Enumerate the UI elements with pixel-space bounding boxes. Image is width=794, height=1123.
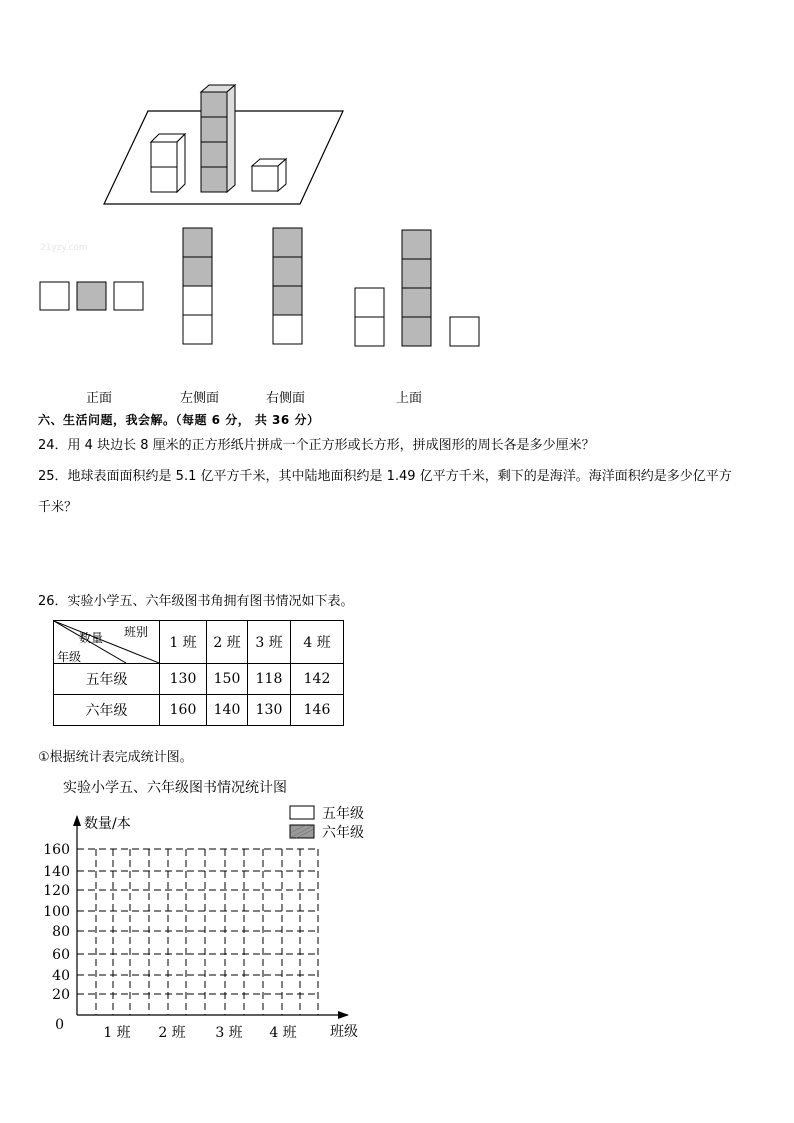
corner-label-grade: 年级 bbox=[57, 650, 82, 664]
table-cell: 130 bbox=[248, 695, 291, 726]
view-label-top: 上面 bbox=[396, 391, 423, 406]
table-cell: 160 bbox=[160, 695, 207, 726]
view-label-right: 右侧面 bbox=[266, 391, 306, 406]
cube-single-right bbox=[252, 159, 286, 191]
table-cell: 146 bbox=[291, 695, 344, 726]
cube-stack-left bbox=[151, 134, 185, 192]
chart-title: 实验小学五、六年级图书情况统计图 bbox=[63, 780, 287, 796]
column-header: 3 班 bbox=[248, 621, 291, 664]
table-row bbox=[54, 664, 344, 695]
x-tick-label: 4 班 bbox=[269, 1025, 297, 1041]
cube-stack-tall bbox=[201, 85, 235, 192]
table-cell: 140 bbox=[207, 695, 248, 726]
table-cell: 130 bbox=[160, 664, 207, 695]
table-cell: 142 bbox=[291, 664, 344, 695]
legend-label-grade5: 五年级 bbox=[322, 806, 364, 822]
x-axis-label: 班级 bbox=[330, 1024, 358, 1040]
view-right-side bbox=[273, 228, 302, 344]
table-row bbox=[54, 695, 344, 726]
question-26: 26．实验小学五、六年级图书角拥有图书情况如下表。 bbox=[38, 594, 354, 609]
column-header: 4 班 bbox=[291, 621, 344, 664]
y-tick-label: 60 bbox=[52, 947, 70, 963]
view-label-front: 正面 bbox=[86, 391, 113, 406]
table-cell: 150 bbox=[207, 664, 248, 695]
cube-figure bbox=[0, 60, 794, 360]
y-tick-label: 0 bbox=[55, 1017, 64, 1033]
row-label: 五年级 bbox=[54, 664, 160, 695]
table-corner-cell bbox=[54, 621, 160, 664]
y-tick-label: 160 bbox=[43, 842, 70, 858]
view-top bbox=[355, 230, 479, 346]
view-front bbox=[40, 282, 143, 310]
bar-chart bbox=[0, 800, 794, 1050]
x-tick-label: 1 班 bbox=[103, 1025, 131, 1041]
sub-question-1: ①根据统计表完成统计图。 bbox=[38, 750, 193, 765]
table-header-row bbox=[54, 621, 344, 664]
column-header: 1 班 bbox=[160, 621, 207, 664]
watermark: 21yzy.com bbox=[40, 243, 88, 253]
y-tick-label: 80 bbox=[52, 924, 70, 940]
book-table bbox=[53, 620, 344, 726]
x-tick-label: 3 班 bbox=[215, 1025, 243, 1041]
y-tick-label: 20 bbox=[52, 987, 70, 1003]
column-header: 2 班 bbox=[207, 621, 248, 664]
y-tick-label: 40 bbox=[52, 968, 70, 984]
legend-label-grade6: 六年级 bbox=[322, 825, 364, 841]
x-axis-arrow bbox=[338, 1011, 349, 1019]
question-24: 24．用 4 块边长 8 厘米的正方形纸片拼成一个正方形或长方形，拼成图形的周长各是多少厘米？ bbox=[38, 438, 595, 453]
corner-label-quantity: 数量 bbox=[79, 631, 104, 645]
y-tick-label: 120 bbox=[43, 883, 70, 899]
section-heading: 六、生活问题，我会解。（每题 6 分， 共 36 分） bbox=[38, 413, 320, 427]
question-25-line2: 千米？ bbox=[38, 500, 78, 515]
question-25-line1: 25．地球表面面积约是 5.1 亿平方千米，其中陆地面积约是 1.49 亿平方千米，剩下的是海洋。海洋面积约是多少亿平方 bbox=[38, 469, 732, 484]
y-axis-label: 数量/本 bbox=[84, 816, 131, 832]
x-tick-label: 2 班 bbox=[158, 1025, 186, 1041]
row-label: 六年级 bbox=[54, 695, 160, 726]
table-cell: 118 bbox=[248, 664, 291, 695]
y-tick-label: 140 bbox=[43, 864, 70, 880]
corner-label-class: 班别 bbox=[124, 625, 149, 639]
view-left-side bbox=[183, 228, 212, 344]
y-axis-arrow bbox=[73, 815, 81, 826]
y-tick-label: 100 bbox=[43, 904, 70, 920]
view-label-left: 左侧面 bbox=[180, 391, 220, 406]
